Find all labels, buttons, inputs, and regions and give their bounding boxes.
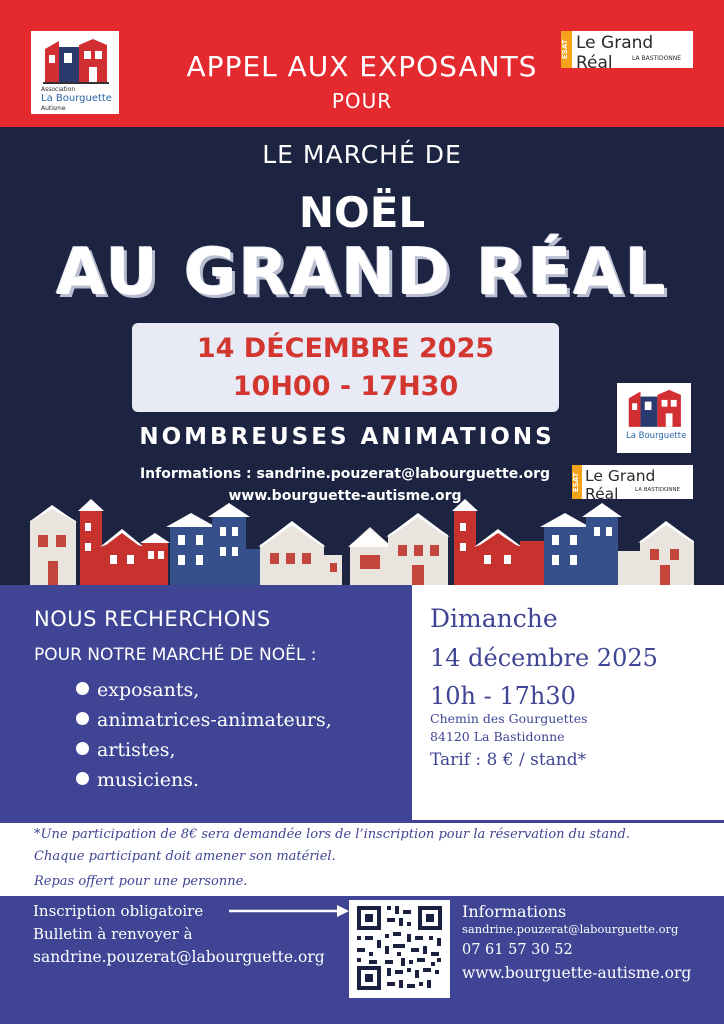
event-address-line1: Chemin des Gourguettes [430,711,588,726]
footer-info-title: Informations [462,902,567,921]
list-item: artistes, [76,736,332,766]
qr-code[interactable] [349,900,450,998]
event-date: 14 décembre 2025 [430,644,658,672]
list-item: musiciens. [76,766,332,796]
bourguette-logo-line2: La Bourguette [41,93,112,104]
footer-website[interactable]: www.bourguette-autisme.org [462,964,692,982]
bullet-icon [76,772,89,785]
poster-noel: NOËL [298,188,426,237]
grandreal-logo-small-sub: LA BASTIDONNE [635,487,680,493]
poster-info-site: www.bourguette-autisme.org [228,488,462,504]
bourguette-logo-line3: Autisme [41,105,66,112]
inscription-email[interactable]: sandrine.pouzerat@labourguette.org [33,948,325,966]
grandreal-logo [561,31,693,73]
bourguette-logo [31,31,119,114]
bullet-icon [76,712,89,725]
list-item: exposants, [76,676,332,706]
search-list [76,676,332,796]
bourguette-logo-small-name: La Bourguette [626,431,687,441]
poster-animations: NOMBREUSES ANIMATIONS [139,424,555,450]
arrow-right-icon [229,904,349,918]
inscription-line1: Inscription obligatoire [33,902,204,920]
event-price: Tarif : 8 € / stand* [430,750,587,770]
inscription-line2: Bulletin à renvoyer à [33,925,193,943]
poster-line1: LE MARCHÉ DE [262,140,462,169]
bourguette-logo-line1: Association [41,86,76,93]
qr-code-icon [349,900,450,998]
poster-date: 14 DÉCEMBRE 2025 [196,333,495,364]
note-repas: Repas offert pour une personne. [34,874,248,889]
page-title: APPEL AUX EXPOSANTS [186,50,538,83]
poster-hours: 10H00 - 17H30 [232,371,459,402]
houses-logo-icon [617,383,691,453]
poster-date-box [132,323,559,412]
grandreal-logo-small-name: Le Grand Réal [585,467,656,503]
note-participation: *Une participation de 8€ sera demandée lors de l’inscription pour la réservation du stand. [34,827,630,842]
bullet-icon [76,682,89,695]
grandreal-logo-name: Le Grand Réal [576,33,654,73]
page-subtitle: POUR [331,89,393,113]
footer-phone[interactable]: 07 61 57 30 52 [462,942,573,958]
esat-tag: ESAT [561,31,572,68]
bourguette-logo-small [617,383,691,453]
event-day: Dimanche [430,604,558,633]
note-materiel: Chaque participant doit amener son matériel. [34,849,336,864]
grandreal-logo-sub: LA BASTIDONNE [632,55,682,62]
divider [0,820,724,823]
search-heading: NOUS RECHERCHONS [34,607,271,631]
grandreal-logo-small [572,465,693,503]
poster-main-title: AU GRAND RÉAL [56,236,668,310]
event-address-line2: 84120 La Bastidonne [430,729,565,744]
poster-info-email: Informations : sandrine.pouzerat@labourguette.org [139,466,551,482]
event-hours: 10h - 17h30 [430,682,576,710]
list-item: animatrices-animateurs, [76,706,332,736]
bullet-icon [76,742,89,755]
search-subheading: POUR NOTRE MARCHÉ DE NOËL : [34,645,317,665]
footer-info-email[interactable]: sandrine.pouzerat@labourguette.org [462,922,679,936]
village-houses-illustration [30,495,694,585]
esat-tag-small: ESAT [572,465,582,499]
